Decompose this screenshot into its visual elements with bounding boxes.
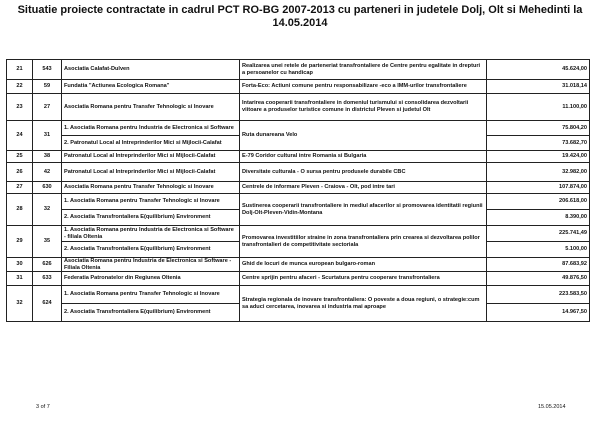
partner-name: Fundatia "Actiunea Ecologica Romana" <box>62 80 240 94</box>
project-code: 27 <box>33 94 62 121</box>
amount-value: 8.390,00 <box>487 210 590 226</box>
partner-name: 1. Asociatia Romana pentru Transfer Tehnologic si Inovare <box>62 286 240 304</box>
row-number: 23 <box>7 94 33 121</box>
project-title: Forta-Eco: Actiuni comune pentru responsabilizare -eco a IMM-urilor transfrontaliere <box>240 80 487 94</box>
table-row <box>7 151 590 163</box>
page-title: Situatie proiecte contractate in cadrul PCT RO-BG 2007-2013 cu parteneri in judetele Dolj, Olt si Mehedinti la 14.05.2014 <box>17 4 583 29</box>
project-code: 59 <box>33 80 62 94</box>
amount-value: 225.741,49 <box>487 226 590 242</box>
amount-value: 45.624,00 <box>487 60 590 80</box>
project-title: Realizarea unei retele de parteneriat transfrontaliere de Centre pentru egalitate in drepturi a persoanelor cu handicap <box>240 60 487 80</box>
table-row <box>7 286 590 304</box>
amount-value: 14.967,50 <box>487 304 590 322</box>
table-row <box>7 60 590 80</box>
project-code: 633 <box>33 272 62 286</box>
partner-name: Asociatia Romana pentru Transfer Tehnologic si Inovare <box>62 182 240 194</box>
amount-value: 5.100,00 <box>487 242 590 258</box>
partner-name: 2. Patronatul Local al Intreprinderilor Mici si Mijlocii-Calafat <box>62 136 240 151</box>
amount-value: 73.682,70 <box>487 136 590 151</box>
partner-name: 1. Asociatia Romana pentru Transfer Tehnologic si Inovare <box>62 194 240 210</box>
partner-name: Asociatia Calafat-Dulven <box>62 60 240 80</box>
table-row <box>7 94 590 121</box>
projects-table <box>6 59 590 322</box>
amount-value: 49.876,50 <box>487 272 590 286</box>
project-title: Strategia regionala de inovare transfrontaliera: O poveste a doua regiuni, o strategie:cum sa aduci cercetarea, inovarea si industria mai aproape <box>240 286 487 322</box>
amount-value: 107.874,00 <box>487 182 590 194</box>
partner-name: Federatia Patronatelor din Regiunea Oltenia <box>62 272 240 286</box>
project-code: 31 <box>33 121 62 151</box>
project-code: 624 <box>33 286 62 322</box>
project-title: Intarirea cooperarii transfrontaliere in domeniul turismului si consolidarea dezvoltarii viitoare a produselor turistice comune in districtul Pleven si judetul Olt <box>240 94 487 121</box>
partner-name: 2. Asociatia Transfrontaliera E(quilibrium) Environment <box>62 304 240 322</box>
table-row <box>7 194 590 210</box>
partner-name: 2. Asociatia Transfrontaliera E(quilibrium) Environment <box>62 210 240 226</box>
project-title: Promovarea investitiilor straine in zona transfrontaliera prin crearea si dezvoltarea polilor transfrontalieri de competitivitate sectoriala <box>240 226 487 258</box>
amount-value: 206.618,00 <box>487 194 590 210</box>
project-title: Centre sprijin pentru afaceri - Scurtatura pentru cooperare transfrontaliera <box>240 272 487 286</box>
project-title: Ruta dunareana Velo <box>240 121 487 151</box>
project-title: Diversitate culturala - O sursa pentru produsele durabile CBC <box>240 163 487 182</box>
table-row <box>7 258 590 272</box>
project-code: 626 <box>33 258 62 272</box>
row-number: 24 <box>7 121 33 151</box>
amount-value: 32.982,00 <box>487 163 590 182</box>
partner-name: Patronatul Local al Intreprinderilor Mici si Mijlocii-Calafat <box>62 151 240 163</box>
table-row <box>7 80 590 94</box>
project-title: Centrele de informare Pleven - Craiova - Olt, pod intre tari <box>240 182 487 194</box>
amount-value: 223.583,50 <box>487 286 590 304</box>
amount-value: 75.804,20 <box>487 121 590 136</box>
project-code: 42 <box>33 163 62 182</box>
page-number: 3 of 7 <box>36 404 50 410</box>
row-number: 22 <box>7 80 33 94</box>
row-number: 30 <box>7 258 33 272</box>
amount-value: 31.018,14 <box>487 80 590 94</box>
table-row <box>7 121 590 136</box>
project-code: 32 <box>33 194 62 226</box>
partner-name: Patronatul Local al Intreprinderilor Mici si Mijlocii-Calafat <box>62 163 240 182</box>
partner-name: 1. Asociatia Romana pentru Industria de Electronica si Software - filiala Oltenia <box>62 226 240 242</box>
project-code: 35 <box>33 226 62 258</box>
amount-value: 87.683,92 <box>487 258 590 272</box>
amount-value: 19.424,00 <box>487 151 590 163</box>
table-row <box>7 226 590 242</box>
row-number: 21 <box>7 60 33 80</box>
amount-value: 11.100,00 <box>487 94 590 121</box>
project-title: Ghid de locuri de munca european bulgaro-roman <box>240 258 487 272</box>
partner-name: 2. Asociatia Transfrontaliera E(quilibrium) Environment <box>62 242 240 258</box>
row-number: 27 <box>7 182 33 194</box>
table-row <box>7 182 590 194</box>
row-number: 32 <box>7 286 33 322</box>
partner-name: Asociatia Romana pentru Industria de Electronica si Software - Filiala Oltenia <box>62 258 240 272</box>
project-title: Sustinerea cooperarii transfrontaliere in mediul afacerilor si promovarea identitatii regiunii Dolj-Olt-Pleven-Vidin-Montana <box>240 194 487 226</box>
table-row <box>7 163 590 182</box>
row-number: 28 <box>7 194 33 226</box>
table-row <box>7 272 590 286</box>
row-number: 29 <box>7 226 33 258</box>
row-number: 26 <box>7 163 33 182</box>
partner-name: 1. Asociatia Romana pentru Industria de Electronica si Software <box>62 121 240 136</box>
project-code: 630 <box>33 182 62 194</box>
partner-name: Asociatia Romana pentru Transfer Tehnologic si Inovare <box>62 94 240 121</box>
project-title: E-79 Coridor cultural intre Romania si Bulgaria <box>240 151 487 163</box>
footer-date: 15.05.2014 <box>538 404 566 410</box>
row-number: 31 <box>7 272 33 286</box>
project-code: 38 <box>33 151 62 163</box>
project-code: 543 <box>33 60 62 80</box>
row-number: 25 <box>7 151 33 163</box>
